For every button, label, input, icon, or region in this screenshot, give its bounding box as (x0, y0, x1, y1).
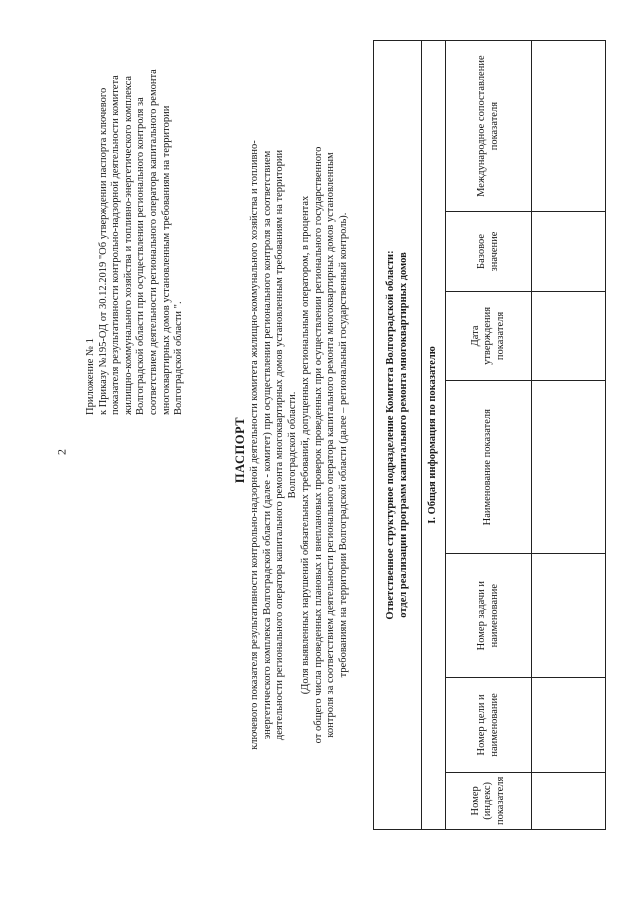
column-header: Номер (индекс) показателя (446, 772, 532, 829)
column-header: Международное сопоставление показателя (446, 41, 532, 212)
definition-line: контроля за соответствием деятельности регионального оператора капитального ремонта многоквартирных домов установленным (325, 152, 337, 738)
column-header-row (446, 41, 532, 830)
appendix-line: Приложение № 1 (85, 338, 96, 415)
definition-line: от общего числа проведенных плановых и внеплановых проверок проведенных при осуществлении регионального государственного (312, 146, 324, 744)
section-row (422, 41, 446, 830)
appendix-line: Волгоградской области при осуществлении регионального контроля за (135, 97, 147, 415)
description-line: ключевого показателя результативности контрольно-надзорной деятельности комитета жилищно-коммунального хозяйства и топливно- (249, 140, 260, 750)
passport-description (249, 60, 299, 830)
rotated-page-content (55, 40, 625, 860)
column-header: Номер цели и наименование (446, 678, 532, 773)
page-number: 2 (54, 449, 69, 455)
table-row (532, 41, 606, 830)
table-cell (532, 678, 606, 773)
responsible-unit-line: отдел реализации программ капитального ремонта многоквартирных домов (397, 252, 409, 618)
appendix-block (85, 55, 186, 415)
table-cell (532, 41, 606, 212)
responsible-unit-row (374, 41, 422, 830)
column-header: Базовое значение (446, 212, 532, 291)
responsible-unit-cell (374, 41, 422, 830)
responsible-unit-line: Ответственное структурное подразделение Комитета Волгоградской области: (384, 250, 396, 620)
column-header: Наименование показателя (446, 381, 532, 554)
definition-line: (Доля выявленных нарушений обязательных требований, допущенных региональным оператором, в процентах (300, 195, 311, 695)
description-line: деятельности регионального оператора капитального ремонта многоквартирных домов установленным требованиям на территории (274, 149, 286, 741)
definition-line: требованиям на территории Волгоградской области (далее – региональный государственный контроль). (337, 212, 349, 678)
description-line: энергетического комплекса Волгоградской области (далее - комитет) при осуществлении регионального контроля за соответствием (261, 150, 273, 740)
table-cell (532, 381, 606, 554)
column-header: Номер задачи и наименование (446, 554, 532, 678)
column-header: Дата утверждения показателя (446, 291, 532, 381)
table-cell (532, 772, 606, 829)
description-line: Волгоградской области. (286, 391, 298, 499)
document-title: ПАСПОРТ (233, 416, 247, 484)
indicator-definition (300, 60, 350, 830)
indicator-table (373, 40, 606, 830)
table-cell (532, 212, 606, 291)
appendix-line: показателя результативности контрольно-надзорной деятельности комитета (110, 75, 122, 415)
table-cell (532, 291, 606, 381)
table-cell (532, 554, 606, 678)
appendix-line: Волгоградской области ". (173, 301, 185, 415)
appendix-line: к Приказу №195-ОД от 30.12.2019 "Об утверждении паспорта ключевого (97, 87, 109, 415)
appendix-line: жилищно-коммунального хозяйства и топливно-энергетического комплекса (122, 75, 134, 415)
appendix-line: многоквартирных домов установленным требованиям на территории (160, 105, 172, 415)
section-title: I. Общая информация по показателю (422, 41, 446, 830)
appendix-line: соответствием деятельности регионального оператора капитального ремонта (147, 69, 159, 415)
